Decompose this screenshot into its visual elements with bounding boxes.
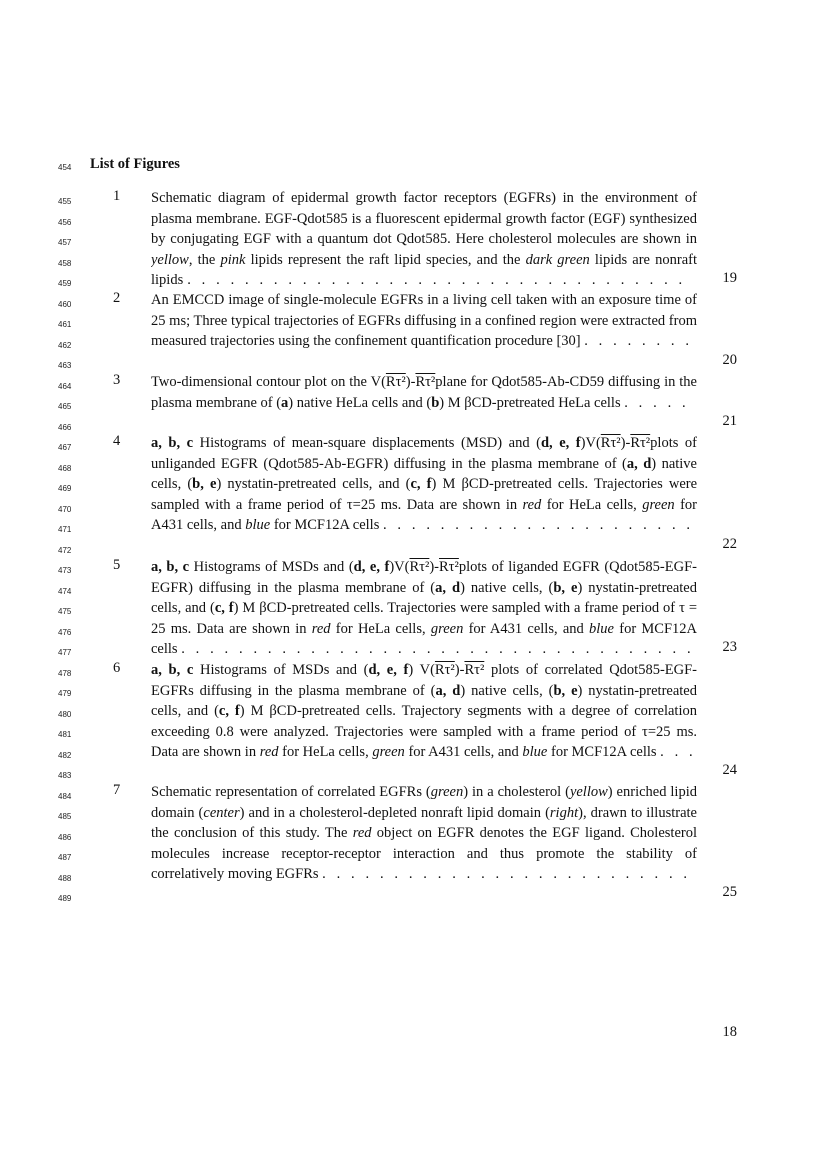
line-number: 456 [58,217,72,227]
line-number: 474 [58,586,72,596]
figure-caption: a, b, c Histograms of mean-square displacements (MSD) and (d, e, f)V(Rτ²)-Rτ²plots of unliganded EGFR (Qdot585-Ab-EGFR) diffusing in the plasma membrane of (a, d) native cells, (b, e) nystatin-pretreated cells, and (c, f) M βCD-pretreated cells. Trajectories were sampled with a frame period of τ=25 ms. Data are shown in red for HeLa cells, green for A431 cells, and blue for MCF12A cells . . . . . . . . . . . . . . . . . . . . . . [151,435,697,533]
line-number: 488 [58,873,72,883]
line-number: 462 [58,340,72,350]
line-number: 455 [58,197,72,206]
figure-caption: a, b, c Histograms of MSDs and (d, e, f)V(Rτ²)-Rτ²plots of liganded EGFR (Qdot585-EGF-EGFR) diffusing in the plasma membrane of (a, d) native cells, (b, e) nystatin-pretreated cells, and (c, f) M βCD-pretreated cells. Trajectories were sampled with a frame period of τ = 25 ms. Data are shown in red for HeLa cells, green for A431 cells, and blue for MCF12A cells . . . . . . . . . . . . . . . . . . . . . . . . . . . . . . . . . . . . [151,559,697,657]
dot-leader: . . . . . . . . . . . . . . . . . . . . . . . . . . [322,866,691,882]
line-number: 468 [58,463,72,473]
line-number: 458 [58,258,72,268]
figure-number: 2 [113,290,121,306]
line-number: 489 [58,894,72,903]
figure-caption: Schematic diagram of epidermal growth factor receptors (EGFRs) in the environment of plasma membrane. EGF-Qdot585 is a fluorescent epidermal growth factor (EGF) synthesized by conjugating EGF with a quantum dot Qdot585. Here cholesterol molecules are shown in yellow, the pink lipids represent the raft lipid species, and the dark green lipids are nonraft lipids . . . . . . . . . . . . . . . . . . . . . . . . . . . . . . . . . . . [151,190,697,288]
figure-page-link[interactable]: 24 [722,762,737,778]
line-number: 470 [58,504,72,514]
figure-caption: Two-dimensional contour plot on the V(Rτ²)-Rτ²plane for Qdot585-Ab-CD59 diffusing in the plasma membrane of (a) native HeLa cells and (b) M βCD-pretreated HeLa cells . . . . . [151,374,697,411]
figure-page-link[interactable]: 20 [722,352,737,368]
figure-caption: Schematic representation of correlated EGFRs (green) in a cholesterol (yellow) enriched lipid domain (center) and in a cholesterol-depleted nonraft lipid domain (right), drawn to illustrate the conclusion of this study. The red object on EGFR denotes the EGF ligand. Cholesterol molecules increase receptor-receptor interaction and thus promote the stability of correlatively moving EGFRs . . . . . . . . . . . . . . . . . . . . . . . . . . [151,784,697,882]
figure-number: 7 [113,782,121,798]
line-number: 461 [58,320,72,329]
line-number: 483 [58,771,72,780]
line-number: 482 [58,750,72,760]
line-number: 478 [58,668,72,678]
figure-caption: a, b, c Histograms of MSDs and (d, e, f) V(Rτ²)-Rτ² plots of correlated Qdot585-EGF-EGFRs diffusing in the plasma membrane of (a, d) native cells, (b, e) nystatin-pretreated cells, and (c, f) M βCD-pretreated cells. Trajectory segments with a degree of correlation exceeding 0.8 were analyzed. Trajectories were sampled with a frame period of τ=25 ms. Data are shown in red for HeLa cells, green for A431 cells, and blue for MCF12A cells . . . [151,662,697,760]
line-number: 476 [58,627,72,637]
line-number: 473 [58,566,72,575]
line-number: 457 [58,238,72,247]
figure-number: 1 [113,188,121,204]
figure-page-link[interactable]: 25 [722,884,737,900]
line-number: 472 [58,545,72,555]
line-number: 454 [58,163,72,172]
figure-page-link[interactable]: 21 [722,413,737,429]
line-number: 485 [58,812,72,821]
dot-leader: . . . . . [624,394,690,411]
line-number: 481 [58,730,72,739]
line-number: 479 [58,689,72,698]
figure-page-link[interactable]: 19 [722,270,737,286]
line-number: 477 [58,648,72,657]
line-number: 464 [58,381,72,391]
page-number: 18 [722,1024,737,1040]
section-heading: List of Figures [90,156,180,172]
dot-leader: . . . . . . . . [584,333,693,349]
line-number: 460 [58,299,72,309]
figure-number: 5 [113,557,121,573]
line-number: 486 [58,832,72,842]
figure-number: 4 [113,433,121,449]
figure-page-link[interactable]: 22 [722,536,737,552]
line-number: 484 [58,791,72,801]
line-number: 467 [58,443,72,452]
line-number: 480 [58,709,72,719]
figure-number: 3 [113,372,121,388]
line-number: 471 [58,525,72,534]
dot-leader: . . . . . . . . . . . . . . . . . . . . . . [382,517,694,533]
line-number: 463 [58,361,72,370]
figure-caption: An EMCCD image of single-molecule EGFRs in a living cell taken with an exposure time of 25 ms; Three typical trajectories of EGFRs diffusing in a confined region were extracted from measured trajectories using the confinement quantification procedure [30] . . . . . . . . [151,292,697,349]
figure-number: 6 [113,660,121,676]
line-number: 466 [58,422,72,432]
line-number: 475 [58,607,72,616]
line-number: 459 [58,279,72,288]
line-number: 465 [58,402,72,411]
dot-leader: . . . [660,744,697,760]
line-number: 469 [58,484,72,493]
figure-page-link[interactable]: 23 [722,639,737,655]
dot-leader: . . . . . . . . . . . . . . . . . . . . . . . . . . . . . . . . . . . [187,272,686,288]
dot-leader: . . . . . . . . . . . . . . . . . . . . . . . . . . . . . . . . . . . . [181,641,695,657]
line-number: 487 [58,853,72,862]
